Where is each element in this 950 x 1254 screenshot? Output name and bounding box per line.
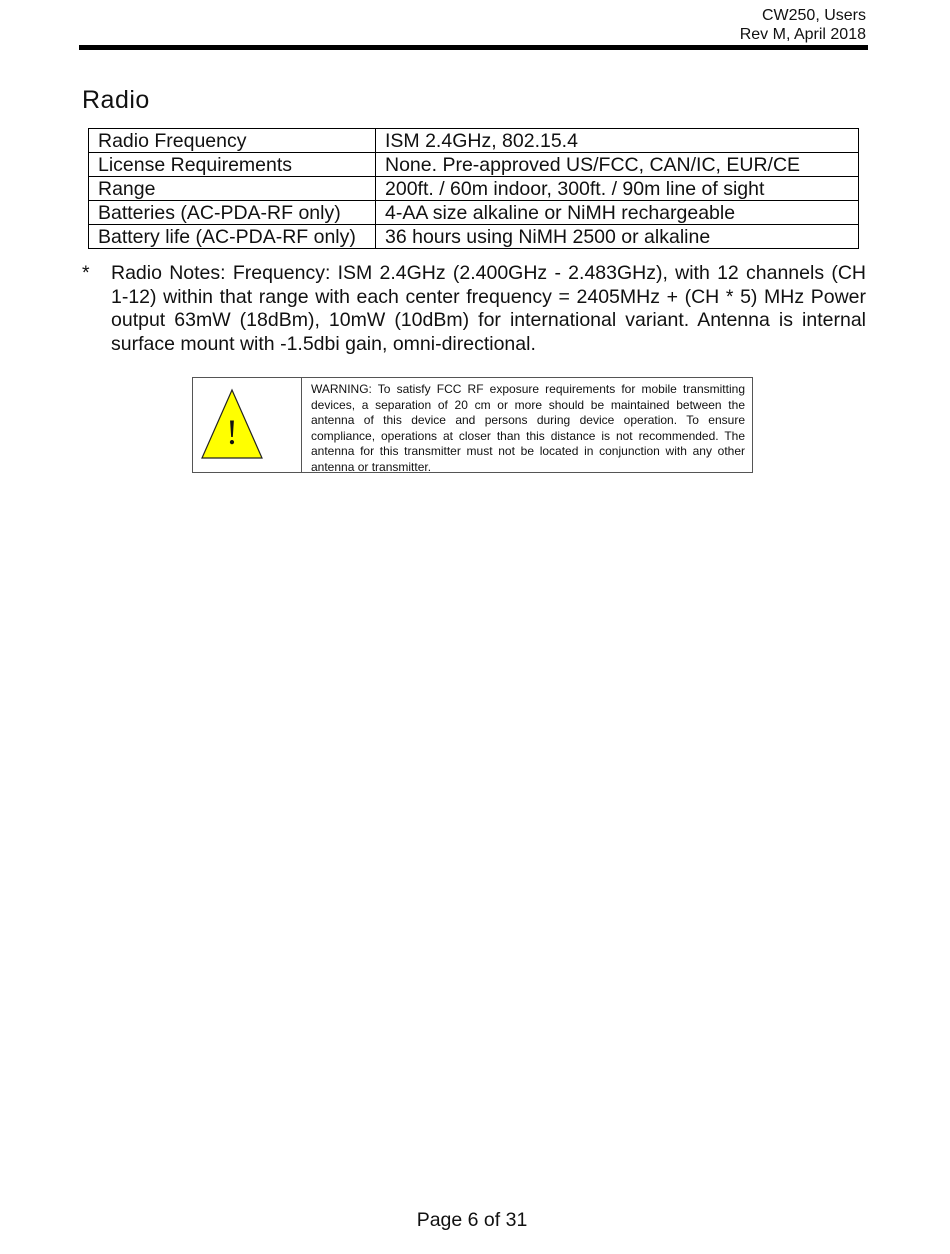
header-document-title: CW250, Users [761, 7, 866, 24]
spec-value: ISM 2.4GHz, 802.15.4 [376, 129, 859, 153]
radio-spec-table [88, 128, 859, 249]
spec-label: Batteries (AC-PDA-RF only) [89, 201, 376, 225]
spec-value: 200ft. / 60m indoor, 300ft. / 90m line of sight [376, 177, 859, 201]
table-row [89, 201, 859, 225]
note-text: Radio Notes: Frequency: ISM 2.4GHz (2.400GHz - 2.483GHz), with 12 channels (CH 1-12) within that range with each center frequency = 2405MHz + (CH * 5) MHz Power output 63mW (18dBm), 10mW (10dBm) for international variant. Antenna is internal surface mount with -1.5dbi gain, omni-directional. [111, 262, 866, 355]
spec-label: Battery life (AC-PDA-RF only) [89, 225, 376, 249]
table-row [89, 153, 859, 177]
spec-label: License Requirements [89, 153, 376, 177]
spec-label: Radio Frequency [89, 129, 376, 153]
page-number: Page 6 of 31 [416, 1209, 528, 1231]
warning-icon-cell [193, 378, 302, 472]
spec-value: 4-AA size alkaline or NiMH rechargeable [376, 201, 859, 225]
warning-box [192, 377, 753, 473]
header-divider [79, 45, 868, 50]
radio-notes [82, 262, 866, 356]
section-title: Radio [82, 86, 150, 114]
table-row [89, 225, 859, 249]
warning-text: WARNING: To satisfy FCC RF exposure requirements for mobile transmitting devices, a separation of 20 cm or more should be maintained between the antenna of this device and persons during device operation. To ensure compliance, operations at closer than this distance is not recommended. The antenna for this transmitter must not be located in conjunction with any other antenna or transmitter. [311, 382, 745, 474]
table-row [89, 129, 859, 153]
spec-value: 36 hours using NiMH 2500 or alkaline [376, 225, 859, 249]
warning-symbol: ! [226, 412, 238, 452]
spec-label: Range [89, 177, 376, 201]
warning-triangle-icon [200, 388, 264, 460]
table-row [89, 177, 859, 201]
document-header [740, 6, 866, 44]
spec-value: None. Pre-approved US/FCC, CAN/IC, EUR/CE [376, 153, 859, 177]
note-marker: * [82, 262, 90, 284]
header-revision: Rev M, April 2018 [739, 26, 866, 43]
